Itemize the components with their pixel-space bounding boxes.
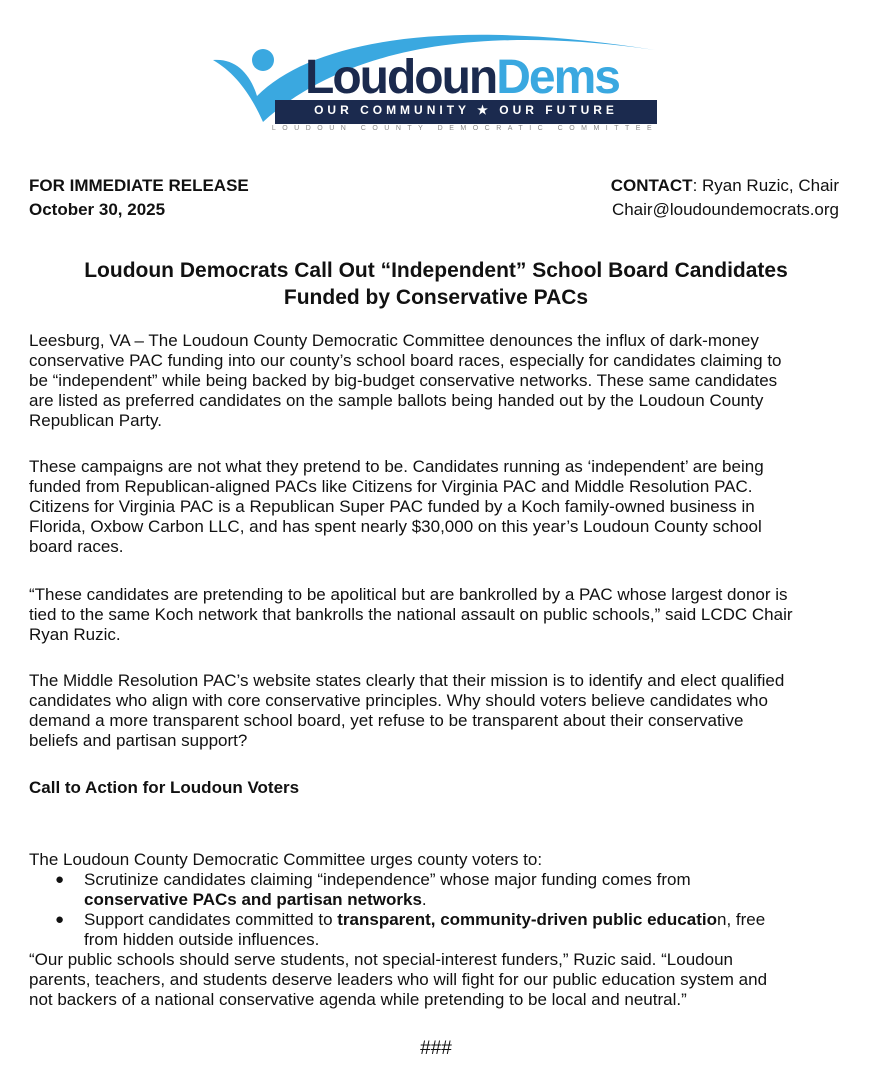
logo — [205, 18, 665, 138]
text-line: Florida, Oxbow Carbon LLC, and has spent nearly $30,000 on this year’s Loudoun County school — [29, 517, 762, 536]
paragraph — [29, 457, 764, 557]
bullet-text: from hidden outside influences. — [84, 930, 320, 949]
text-line: beliefs and partisan support? — [29, 731, 248, 750]
bullet-text: Scrutinize candidates claiming “independence” whose major funding comes from — [84, 870, 691, 889]
cta-heading: Call to Action for Loudoun Voters — [29, 778, 300, 797]
text-line: Leesburg, VA – The Loudoun County Democratic Committee denounces the influx of dark-money — [29, 331, 759, 350]
text-line: be “independent” while being backed by big-budget conservative networks. These same candidates — [29, 371, 778, 390]
text-line: funded from Republican-aligned PACs like Citizens for Virginia PAC and Middle Resolution PAC. — [29, 477, 753, 496]
release-date: October 30, 2025 — [29, 200, 166, 219]
bullet-text: conservative PACs and partisan networks. — [84, 890, 427, 909]
release-label: FOR IMMEDIATE RELEASE — [29, 176, 249, 195]
contact-email[interactable]: Chair@loudoundemocrats.org — [611, 200, 839, 219]
cta-intro: The Loudoun County Democratic Committee urges county voters to: — [29, 850, 543, 869]
cta-bullet-list — [0, 870, 872, 949]
paragraph — [29, 331, 782, 431]
contact-name: : Ryan Ruzic, Chair — [692, 176, 839, 195]
text-line: The Middle Resolution PAC’s website states clearly that their mission is to identify and elect qualified — [29, 671, 785, 690]
text-line: candidates who align with core conservative principles. Why should voters believe candidates who — [29, 691, 768, 710]
text-line: board races. — [29, 537, 124, 556]
text-line: are listed as preferred candidates on the sample ballots being handed out by the Loudoun County — [29, 391, 764, 410]
text-line: Citizens for Virginia PAC is a Republican Super PAC funded by a Koch family-owned business in — [29, 497, 755, 516]
logo-tagline: OUR COMMUNITY ★ OUR FUTURE — [314, 103, 618, 117]
contact-label: CONTACT — [610, 176, 693, 195]
logo-brand-dark: Loudoun — [305, 51, 497, 104]
title-line: Loudoun Democrats Call Out “Independent” School Board Candidates — [84, 259, 788, 282]
text-line: Ryan Ruzic. — [29, 625, 121, 644]
text-line: tied to the same Koch network that bankrolls the national assault on public schools,” said LCDC Chair — [29, 605, 793, 624]
title-line: Funded by Conservative PACs — [283, 286, 589, 309]
text-line: not backers of a national conservative agenda while pretending to be local and neutral.” — [29, 990, 687, 1009]
text-line: conservative PAC funding into our county’s school board races, especially for candidates claiming to — [29, 351, 782, 370]
paragraph — [29, 585, 793, 645]
bullet-icon: ● — [55, 871, 65, 888]
text-line: Republican Party. — [29, 411, 162, 430]
page-title — [0, 257, 872, 311]
bullet-icon: ● — [55, 911, 65, 928]
logo-brand-light: Dems — [496, 51, 619, 104]
text-line: “These candidates are pretending to be apolitical but are bankrolled by a PAC whose largest donor is — [29, 585, 788, 604]
text-line: These campaigns are not what they pretend to be. Candidates running as ‘independent’ are being — [29, 457, 764, 476]
text-line: “Our public schools should serve students, not special-interest funders,” Ruzic said. “Loudoun — [29, 950, 733, 969]
text-line: demand a more transparent school board, yet refuse to be transparent about their conservative — [29, 711, 744, 730]
closing-quote — [29, 950, 767, 1010]
bullet-text: Support candidates committed to transparent, community-driven public education, free — [84, 910, 766, 929]
contact-line — [611, 174, 839, 198]
end-mark: ### — [420, 1038, 452, 1059]
paragraph — [29, 671, 784, 751]
text-line: parents, teachers, and students deserve leaders who will fight for our public education system and — [29, 970, 768, 989]
logo-subtitle: LOUDOUN COUNTY DEMOCRATIC COMMITTEE — [271, 125, 659, 132]
